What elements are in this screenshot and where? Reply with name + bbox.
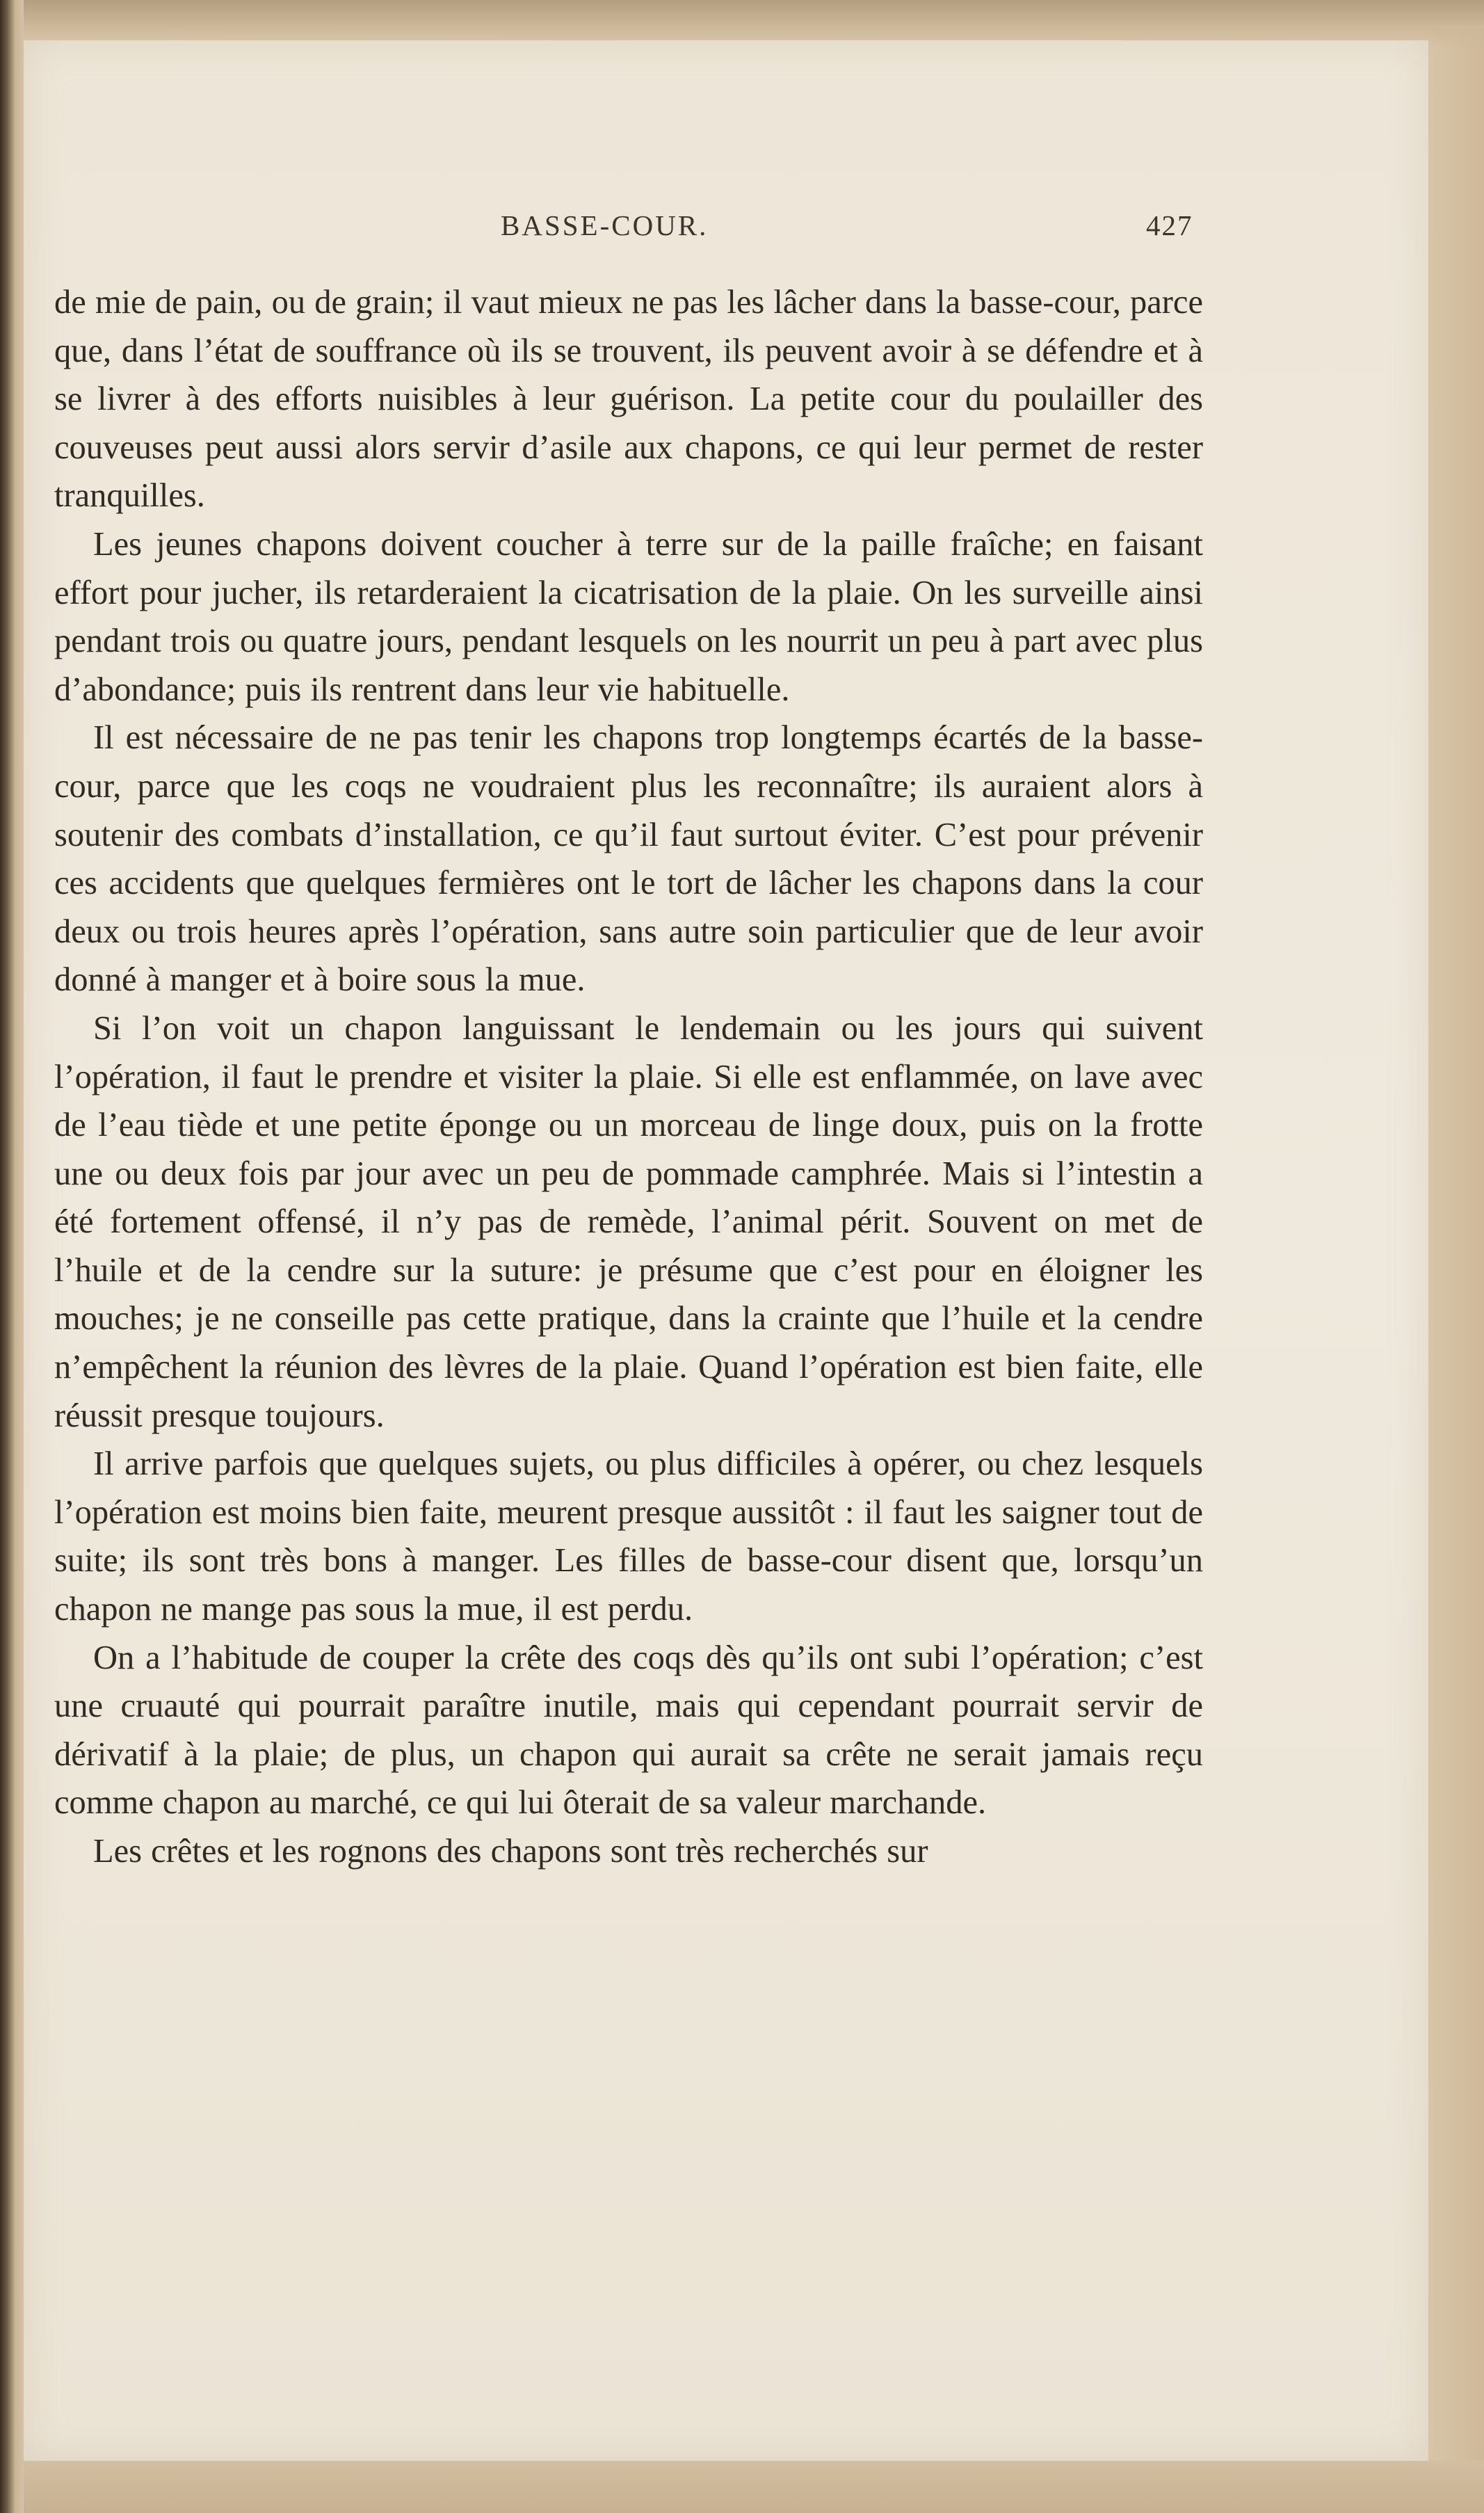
- page-header: [0, 209, 1484, 264]
- paragraph: Il arrive parfois que quelques sujets, ou plus difficiles à opérer, ou chez lesquels l’opération est moins bien faite, meurent presque aussitôt : il faut les saigner tout de suite; ils sont très bons à manger. Les filles de basse-cour disent que, lorsqu’un chapon ne mange pas sous la mue, il est perdu.: [54, 1445, 1203, 1628]
- running-title: BASSE-COUR.: [501, 209, 709, 241]
- page-number: 427: [1146, 209, 1193, 241]
- paragraph: Les jeunes chapons doivent coucher à terre sur de la paille fraîche; en faisant effort pour jucher, ils retarderaient la cicatrisation de la plaie. On les surveille ainsi pendant trois ou quatre jours, pendant lesquels on les nourrit un peu à part avec plus d’abondance; puis ils rentrent dans leur vie habituelle.: [54, 525, 1203, 708]
- paragraph-continuation: de mie de pain, ou de grain; il vaut mieux ne pas les lâcher dans la basse-cour, parce que, dans l’état de souffrance où ils se trouvent, ils peuvent avoir à se défendre et à se livrer à des efforts nuisibles à leur guérison. La petite cour du poulailler des couveuses peut aussi alors servir d’asile aux chapons, ce qui leur permet de rester tranquilles.: [54, 284, 1203, 515]
- book-binding-edge: [0, 0, 24, 2513]
- body-text: [54, 278, 1203, 1876]
- paragraph: On a l’habitude de couper la crête des coqs dès qu’ils ont subi l’opération; c’est une cruauté qui pourrait paraître inutile, mais qui cependant pourrait servir de dérivatif à la plaie; de plus, un chapon qui aurait sa crête ne serait jamais reçu comme chapon au marché, ce qui lui ôterait de sa valeur marchande.: [54, 1639, 1203, 1822]
- page-bottom-edge: [24, 2461, 1484, 2513]
- paragraph-last: Les crêtes et les rognons des chapons sont très recherchés sur: [93, 1833, 928, 1870]
- paragraph: Il est nécessaire de ne pas tenir les chapons trop longtemps écartés de la basse-cour, parce que les coqs ne voudraient plus les reconnaître; ils auraient alors à soutenir des combats d’installation, ce qu’il faut surtout éviter. C’est pour prévenir ces accidents que quelques fermières ont le tort de lâcher les chapons dans la cour deux ou trois heures après l’opération, sans autre soin particulier que de leur avoir donné à manger et à boire sous la mue.: [54, 719, 1203, 999]
- paragraph: Si l’on voit un chapon languissant le lendemain ou les jours qui suivent l’opération, il faut le prendre et visiter la plaie. Si elle est enflammée, on lave avec de l’eau tiède et une petite éponge ou un morceau de linge doux, puis on la frotte une ou deux fois par jour avec un peu de pommade camphrée. Mais si l’intestin a été fortement offensé, il n’y pas de remède, l’animal périt. Souvent on met de l’huile et de la cendre sur la suture: je présume que c’est pour en éloigner les mouches; je ne conseille pas cette pratique, dans la crainte que l’huile et la cendre n’empêchent la réunion des lèvres de la plaie. Quand l’opération est bien faite, elle réussit presque toujours.: [54, 1009, 1203, 1434]
